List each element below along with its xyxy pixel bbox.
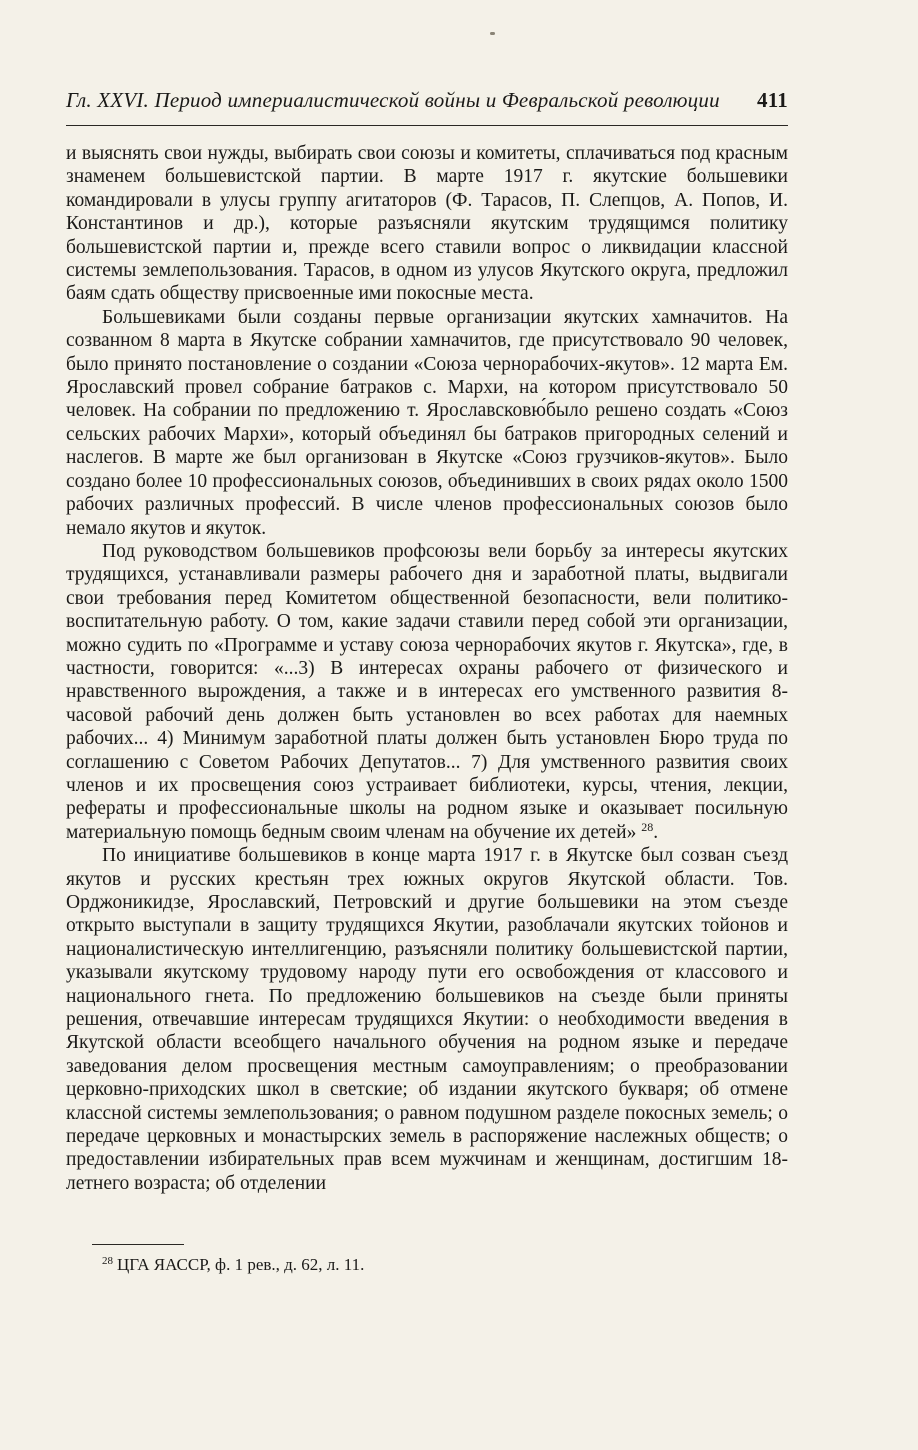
paragraph-text: По инициативе большевиков в конце марта 1917 г. в Якутске был созван съезд якутов и русских крестьян трех южных округов Якутской области. Тов. Орджоникидзе, Ярославский, Петровский и другие большевики на этом съезде открыто выступали в защиту трудящихся Якутии, разоблачали якутских тойонов и националистическую интеллигенцию, разъясняли политику большевистской партии, указывали якутскому трудовому народу пути его освобождения от классового и национального гнета. По предложению большевиков на съезде были приняты решения, отвечавшие интересам трудящихся Якутии: о необходимости введения в Якутской области всеобщего начального обучения на родном языке и передаче заведования делом просвещения местным самоуправлениям; о преобразовании церковно-приходских школ в светские; об издании якутского букваря; об отмене классной системы землепользования; о равном подушном разделе покосных земель; о передаче церковных и монастырских земель в распоряжение наслежных обществ; о предоставлении избирательных прав всем мужчинам и женщинам, достигшим 18-летнего возраста; об отделении (66, 845, 788, 1194)
header-rule (66, 125, 788, 126)
footnote (102, 1254, 364, 1276)
page-number: 411 (757, 88, 788, 112)
paragraph-tail: . (653, 821, 659, 843)
footnote-ref: 28 (641, 819, 654, 834)
running-header (66, 88, 788, 118)
paragraph-1 (66, 142, 788, 306)
running-title: Гл. XXVI. Период империалистической войны и Февральской революции (66, 88, 720, 112)
paragraph-text: и выяснять свои нужды, выбирать свои союзы и комитеты, сплачиваться под красным знаменем большевистской партии. В марте 1917 г. якутские большевики командировали в улусы группу агитаторов (Ф. Тарасов, П. Слепцов, А. Попов, И. Константинов и др.), которые разъясняли якутским трудящимся политику большевистской партии и, прежде всего ставили вопрос о ликвидации классной системы землепользования. Тарасов, в одном из улусов Якутского округа, предложил баям сдать обществу присвоенные ими покосные места. (66, 143, 788, 305)
paragraph-4 (66, 844, 788, 1195)
paragraph-2 (66, 306, 788, 540)
paragraph-text: Большевиками были созданы первые организации якутских хамначитов. На созванном 8 марта в Якутске собрании хамначитов, где присутствовало 90 человек, было принято постановление о создании «Союза чернорабочих-якутов». 12 марта Ем. Ярославский провел собрание батраков с. Мархи, на котором присутствовало 50 человек. На собрании по предложению т. Ярославсковю́было решено создать «Союз сельских рабочих Мархи», который объединял бы батраков пригородных селений и наслегов. В марте же был организован в Якутске «Союз грузчиков-якутов». Было создано более 10 профессиональных союзов, объединивших в своих рядах около 1500 рабочих различных профессий. В числе членов профессиональных союзов было немало якутов и якуток. (66, 306, 788, 539)
footnote-number: 28 (102, 1255, 113, 1267)
paragraph-3 (66, 540, 788, 844)
paragraph-text: Под руководством большевиков профсоюзы вели борьбу за интересы якутских трудящихся, устанавливали размеры рабочего дня и заработной платы, выдвигали свои требования перед Комитетом общественной безопасности, вели политико-воспитательную работу. О том, какие задачи ставили перед собой эти организации, можно судить по «Программе и уставу союза чернорабочих якутов г. Якутска», где, в частности, говорится: «...3) В интересах охраны рабочего от физического и нравственного вырождения, а также и в интересах его умственного развития 8-часовой рабочий день должен быть установлен во всех работах для наемных рабочих... 4) Минимум заработной платы должен быть установлен Бюро труда по соглашению с Советом Рабочих Депутатов... 7) Для умственного развития своих членов и их просвещения союз устраивает библиотеки, курсы, чтения, лекции, рефераты и профессиональные школы на родном языке и оказывает посильную материальную помощь бедным своим членам на обучение их детей» (66, 540, 788, 843)
main-text (66, 142, 788, 1195)
print-speck (490, 32, 495, 35)
footnote-text: ЦГА ЯАССР, ф. 1 рев., д. 62, л. 11. (117, 1255, 365, 1274)
footnote-rule (92, 1244, 184, 1245)
